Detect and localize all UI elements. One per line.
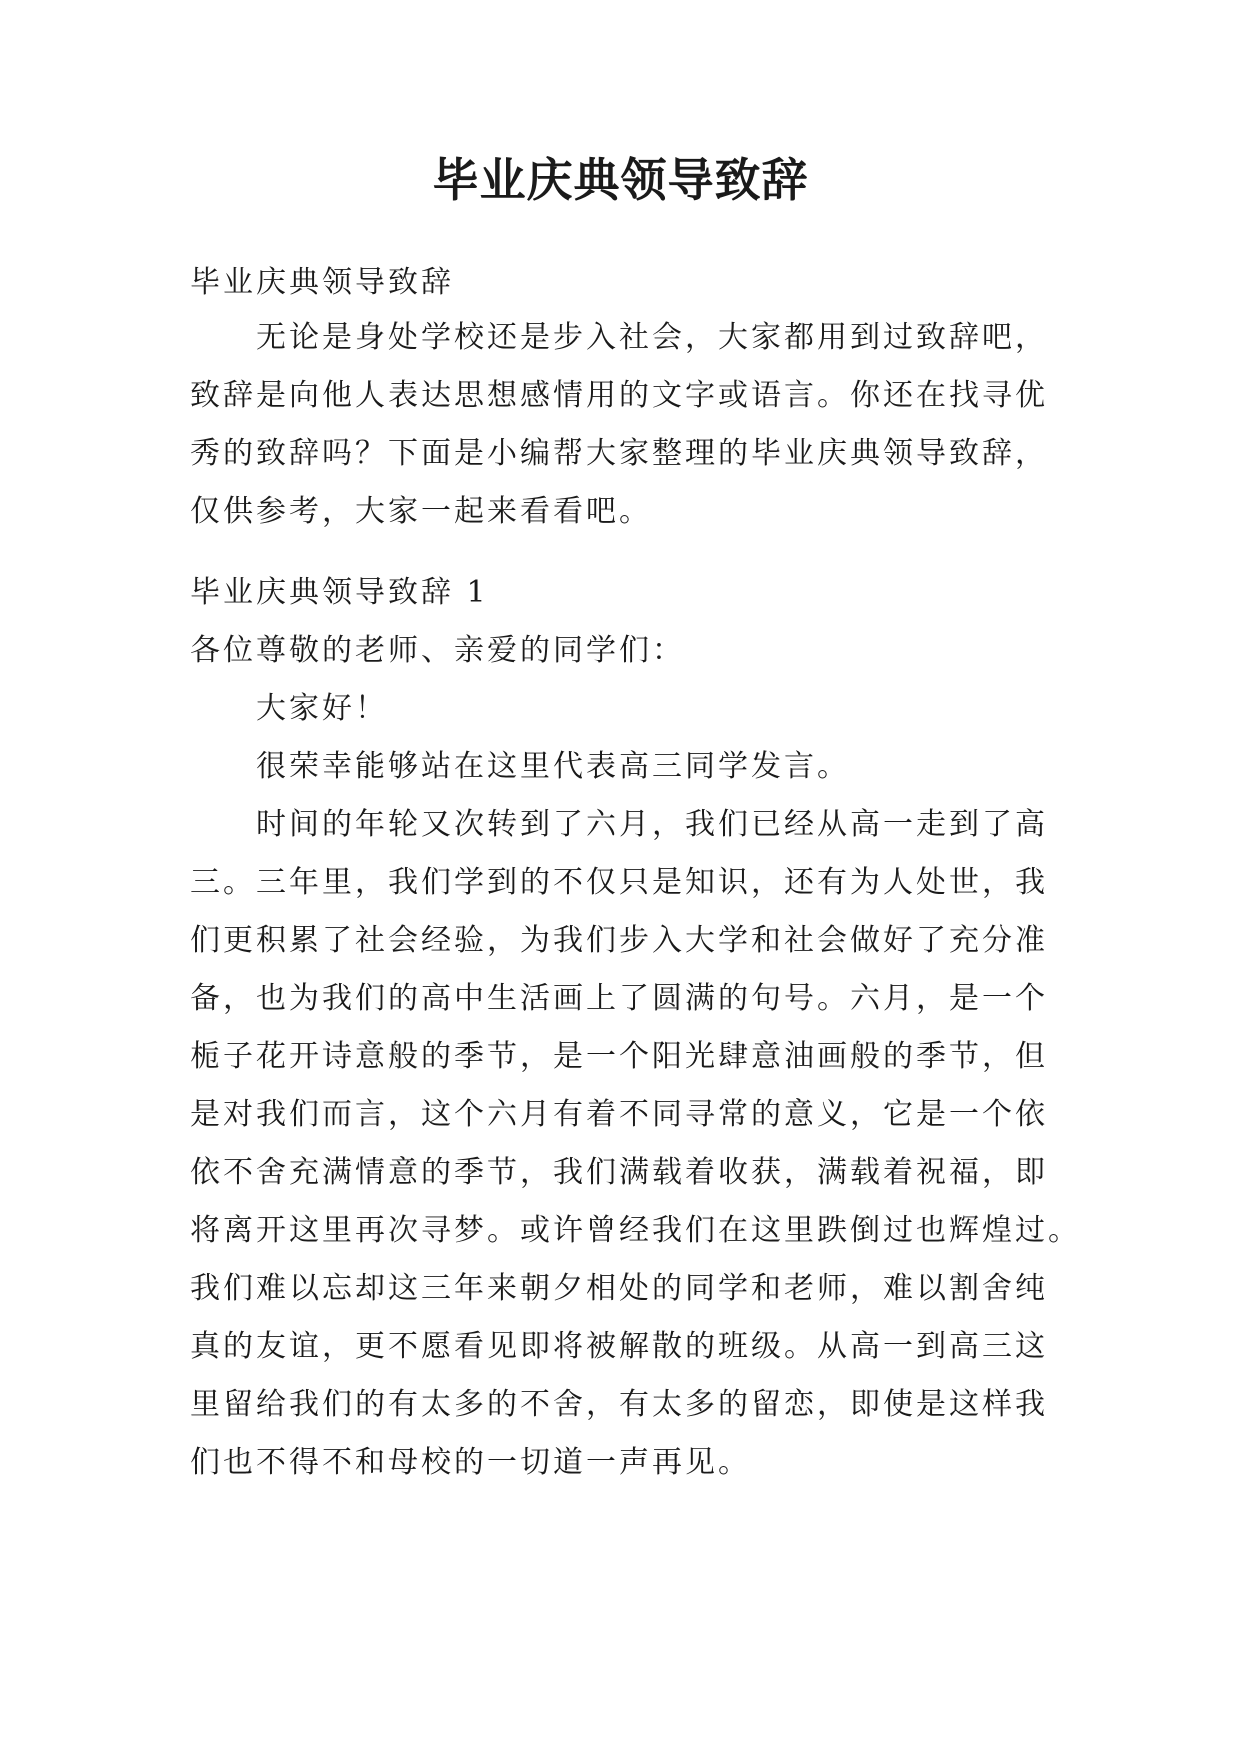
salutation: 各位尊敬的老师、亲爱的同学们： — [190, 633, 685, 668]
paragraph-2-line: 我们难以忘却这三年来朝夕相处的同学和老师，难以割舍纯 — [190, 1271, 1048, 1306]
paragraph-2-line: 三。三年里，我们学到的不仅只是知识，还有为人处世，我 — [190, 865, 1048, 900]
paragraph-2-line: 时间的年轮又次转到了六月，我们已经从高一走到了高 — [256, 807, 1048, 842]
intro-line: 秀的致辞吗？下面是小编帮大家整理的毕业庆典领导致辞， — [190, 436, 1048, 471]
document-title: 毕业庆典领导致辞 — [432, 153, 809, 207]
speech-section — [190, 564, 1081, 1492]
paragraph-2-line: 们也不得不和母校的一切道一声再见。 — [190, 1445, 751, 1480]
paragraph-2-line: 真的友谊，更不愿看见即将被解散的班级。从高一到高三这 — [190, 1329, 1048, 1364]
intro-line: 无论是身处学校还是步入社会，大家都用到过致辞吧， — [256, 320, 1048, 355]
paragraph-2-line: 栀子花开诗意般的季节，是一个阳光肆意油画般的季节，但 — [190, 1039, 1048, 1074]
paragraph-2-line: 里留给我们的有太多的不舍，有太多的留恋，即使是这样我 — [190, 1387, 1048, 1422]
document-subtitle: 毕业庆典领导致辞 — [190, 265, 454, 300]
intro-line: 仅供参考，大家一起来看看吧。 — [190, 494, 652, 529]
intro-line: 致辞是向他人表达思想感情用的文字或语言。你还在找寻优 — [190, 378, 1048, 413]
paragraph-2-line: 们更积累了社会经验，为我们步入大学和社会做好了充分准 — [190, 923, 1048, 958]
paragraph-2-line: 依不舍充满情意的季节，我们满载着收获，满载着祝福，即 — [190, 1155, 1048, 1190]
paragraph-2-line: 是对我们而言，这个六月有着不同寻常的意义，它是一个依 — [190, 1097, 1048, 1132]
paragraph-2-line: 备，也为我们的高中生活画上了圆满的句号。六月，是一个 — [190, 981, 1048, 1016]
section-heading: 毕业庆典领导致辞 1 — [190, 575, 489, 610]
intro-paragraph — [190, 309, 1070, 541]
greeting: 大家好！ — [256, 691, 388, 726]
subtitle-block — [190, 254, 1070, 312]
paragraph-2-line: 将离开这里再次寻梦。或许曾经我们在这里跌倒过也辉煌过。 — [190, 1213, 1081, 1248]
paragraph-1: 很荣幸能够站在这里代表高三同学发言。 — [256, 749, 850, 784]
